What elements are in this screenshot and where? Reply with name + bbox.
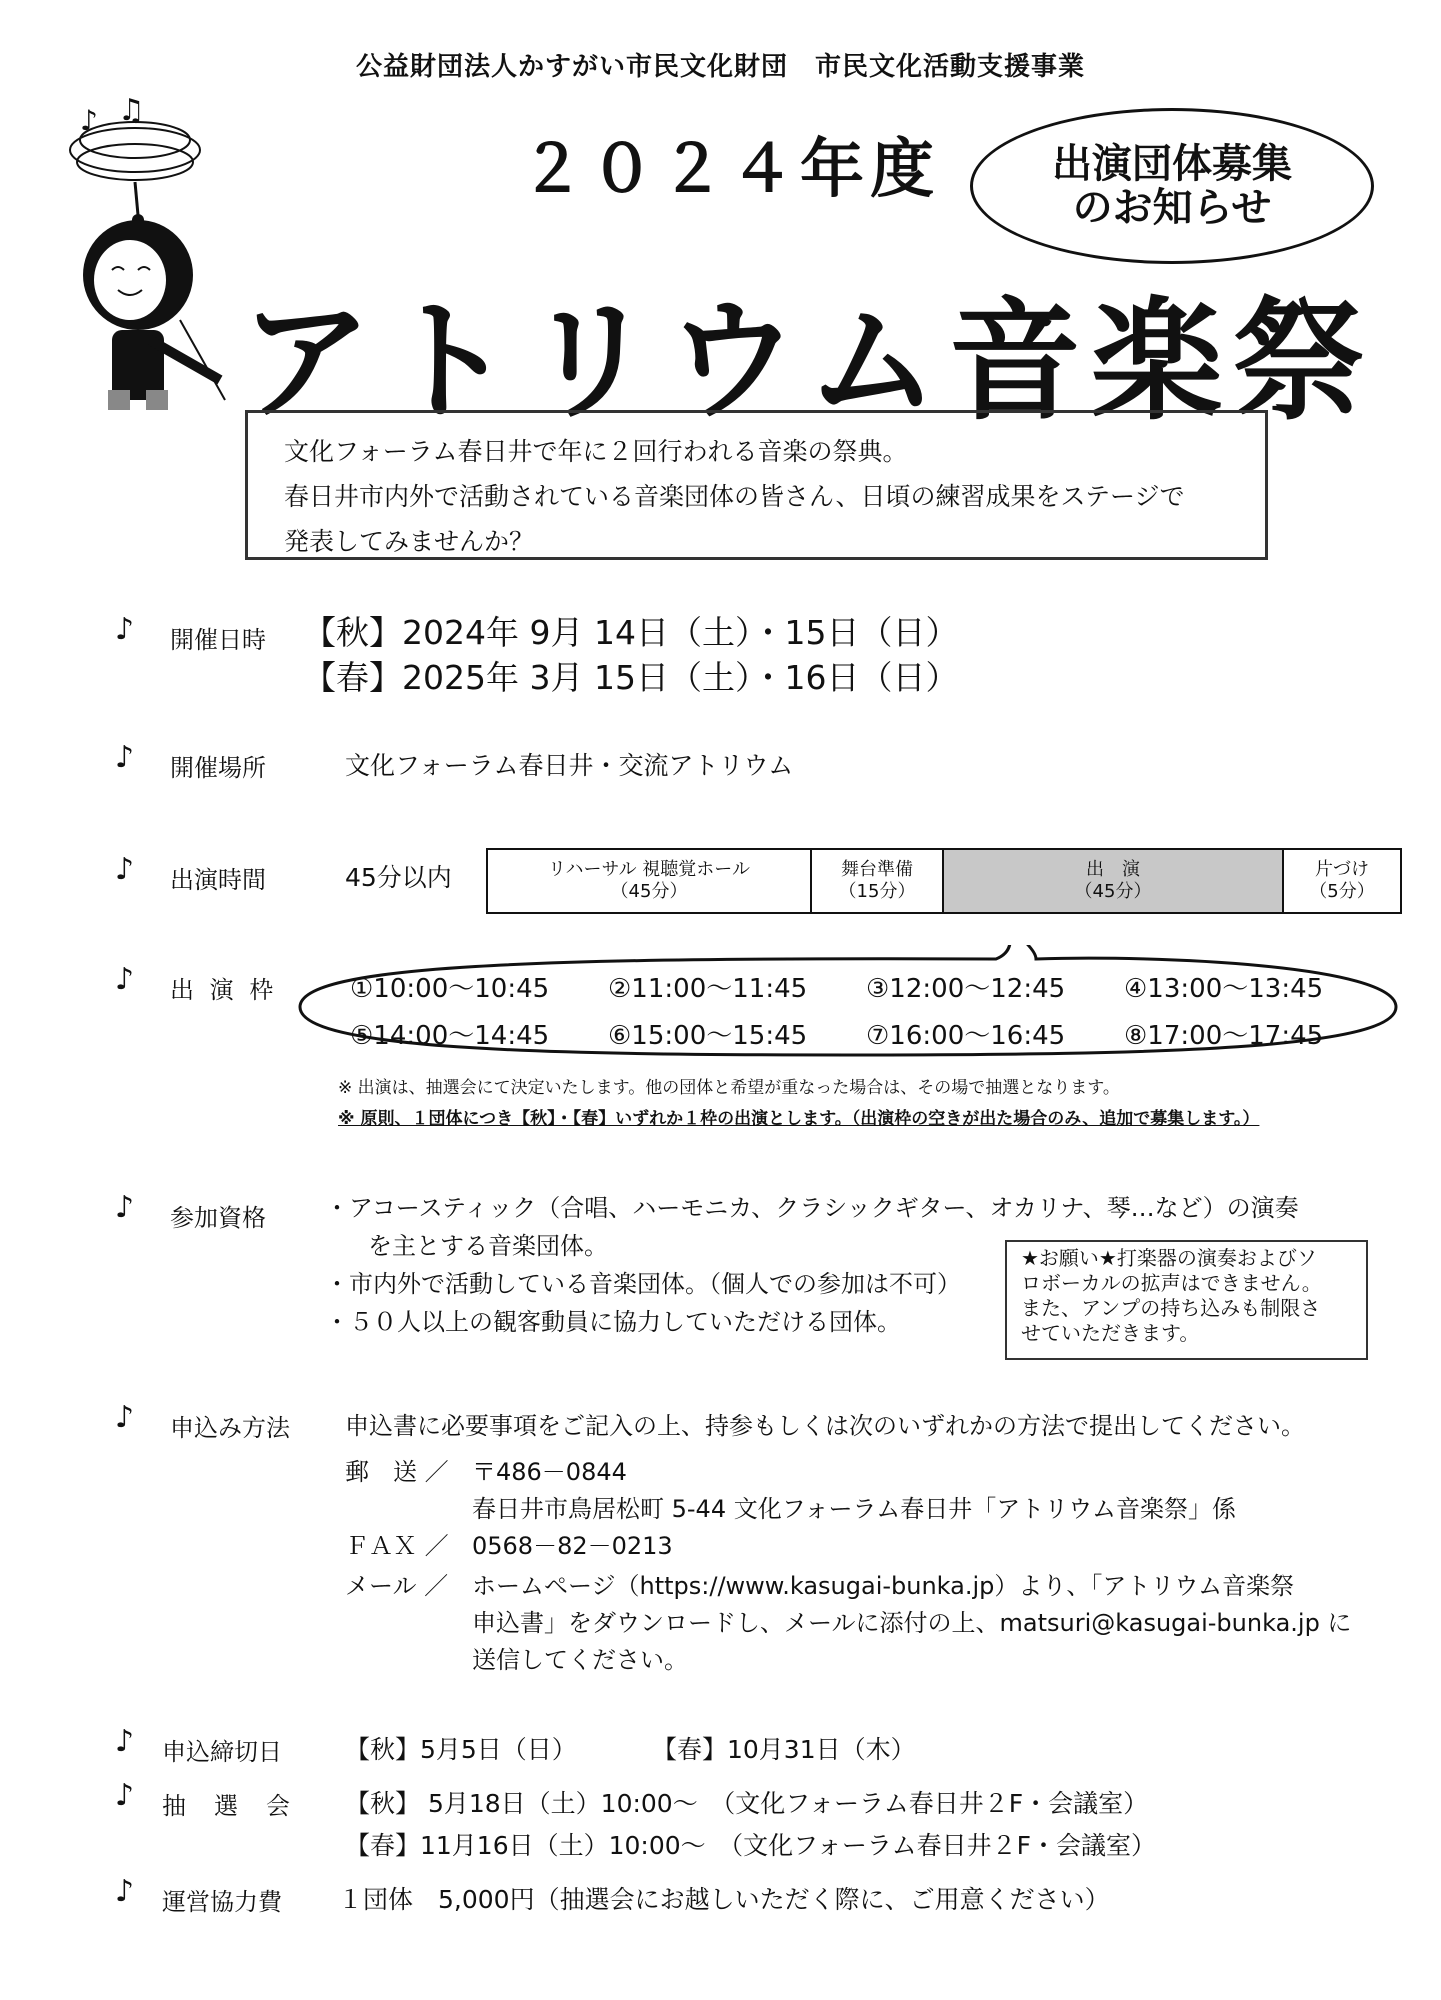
slots-label: 出 演 枠 bbox=[170, 976, 278, 1004]
music-note-icon: ♪ bbox=[115, 740, 135, 775]
slots-note-rule: ※ 原則、１団体につき【秋】・【春】いずれか１枠の出演とします。（出演枠の空きが出た場合のみ、追加で募集します。） bbox=[338, 1109, 1260, 1129]
eligibility-label: 参加資格 bbox=[170, 1204, 266, 1232]
music-note-icon: ♪ bbox=[115, 962, 135, 997]
music-note-icon: ♪ bbox=[115, 1190, 135, 1225]
recruit-badge-line2: のお知らせ bbox=[1072, 185, 1272, 231]
fiscal-year: ２０２４年度 bbox=[520, 133, 940, 207]
lottery-autumn: 【秋】 5月18日（土）10:00～ （文化フォーラム春日井２F・会議室） bbox=[345, 1789, 1149, 1818]
deadline-autumn: 【秋】5月5日（日） bbox=[345, 1735, 577, 1764]
fee-label: 運営協力費 bbox=[162, 1888, 282, 1916]
slot-item: ⑤14:00～14:45 bbox=[350, 1021, 550, 1051]
music-note-icon: ♪ bbox=[115, 1724, 135, 1759]
svg-text:♫: ♫ bbox=[118, 93, 145, 128]
event-title: アトリウム音楽祭 bbox=[240, 285, 1375, 439]
performance-time-value: 45分以内 bbox=[345, 863, 452, 892]
recruit-badge bbox=[970, 108, 1374, 264]
email-line: 送信してください。 bbox=[472, 1646, 688, 1674]
fee-value: １団体 5,000円（抽選会にお越しいただく際に、ご用意ください） bbox=[338, 1885, 1110, 1914]
request-notice-box: ★お願い★打楽器の演奏およびソ ロボーカルの拡声はできません。 また、アンプの持ち込みも制限さ せていただきます。 bbox=[1005, 1240, 1368, 1360]
fax-label: ＦＡＸ ／ bbox=[345, 1532, 449, 1560]
slot-item: ⑦16:00～16:45 bbox=[866, 1021, 1066, 1051]
dates-label: 開催日時 bbox=[170, 626, 266, 654]
fax-number: 0568－82－0213 bbox=[472, 1532, 673, 1560]
mail-label: 郵 送 ／ bbox=[345, 1458, 449, 1486]
email-line: 申込書」をダウンロードし、メールに添付の上、matsuri@kasugai-bunka.jp に bbox=[472, 1609, 1352, 1637]
music-note-icon: ♪ bbox=[115, 1778, 135, 1813]
eligibility-item: ・アコースティック（合唱、ハーモニカ、クラシックギター、オカリナ、琴…など）の演奏 bbox=[325, 1194, 1299, 1222]
schedule-table bbox=[486, 848, 1402, 914]
organizer-header: 公益財団法人かすがい市民文化財団 市民文化活動支援事業 bbox=[355, 52, 1085, 82]
performance-time-label: 出演時間 bbox=[170, 866, 266, 894]
email-label: メール ／ bbox=[345, 1572, 449, 1600]
dates-spring: 【春】2025年 3月 15日（土）・16日（日） bbox=[303, 658, 959, 697]
eligibility-item: ・５０人以上の観客動員に協力していただける団体。 bbox=[325, 1308, 901, 1336]
email-line: ホームページ（https://www.kasugai-bunka.jp）より、「アトリウム音楽祭 bbox=[472, 1572, 1295, 1600]
deadline-spring: 【春】10月31日（木） bbox=[652, 1735, 916, 1764]
schedule-stage-prep: 舞台準備 （15分） bbox=[812, 850, 944, 912]
slot-item: ②11:00～11:45 bbox=[608, 974, 808, 1004]
slot-item: ④13:00～13:45 bbox=[1124, 974, 1324, 1004]
slot-item: ③12:00～12:45 bbox=[866, 974, 1066, 1004]
recruit-badge-line1: 出演団体募集 bbox=[1052, 141, 1292, 187]
lottery-label: 抽 選 会 bbox=[162, 1792, 292, 1820]
dates-autumn: 【秋】2024年 9月 14日（土）・15日（日） bbox=[303, 613, 959, 652]
venue-label: 開催場所 bbox=[170, 754, 266, 782]
schedule-rehearsal: リハーサル 視聴覚ホール （45分） bbox=[488, 850, 812, 912]
intro-line: 文化フォーラム春日井で年に２回行われる音楽の祭典。 bbox=[284, 437, 908, 466]
schedule-cleanup: 片づけ （5分） bbox=[1309, 859, 1375, 902]
music-note-icon: ♪ bbox=[115, 852, 135, 887]
lottery-spring: 【春】11月16日（土）10:00～ （文化フォーラム春日井２F・会議室） bbox=[345, 1831, 1157, 1860]
slots-note: ※ 出演は、抽選会にて決定いたします。他の団体と希望が重なった場合は、その場で抽選となります。 bbox=[338, 1078, 1120, 1098]
deadline-label: 申込締切日 bbox=[162, 1738, 282, 1766]
slot-item: ⑥15:00～15:45 bbox=[608, 1021, 808, 1051]
eligibility-item: を主とする音楽団体。 bbox=[368, 1232, 608, 1260]
mail-zip: 〒486－0844 bbox=[472, 1458, 627, 1486]
mascot-violinist-illustration bbox=[50, 90, 250, 410]
music-note-icon: ♪ bbox=[115, 1874, 135, 1909]
application-label: 申込み方法 bbox=[170, 1414, 290, 1442]
slot-item: ⑧17:00～17:45 bbox=[1124, 1021, 1324, 1051]
slot-item: ①10:00～10:45 bbox=[350, 974, 550, 1004]
schedule-performance: 出 演 （45分） bbox=[944, 850, 1284, 912]
music-note-icon: ♪ bbox=[115, 1400, 135, 1435]
eligibility-item: ・市内外で活動している音楽団体。（個人での参加は不可） bbox=[325, 1270, 961, 1298]
svg-text:♪: ♪ bbox=[80, 104, 98, 137]
intro-line: 発表してみませんか？ bbox=[284, 527, 535, 556]
music-note-icon: ♪ bbox=[115, 612, 135, 647]
application-intro: 申込書に必要事項をご記入の上、持参もしくは次のいずれかの方法で提出してください。 bbox=[345, 1412, 1305, 1440]
venue-value: 文化フォーラム春日井・交流アトリウム bbox=[345, 751, 794, 780]
mail-address: 春日井市鳥居松町 5-44 文化フォーラム春日井「アトリウム音楽祭」係 bbox=[472, 1495, 1237, 1523]
intro-box bbox=[245, 410, 1268, 560]
intro-line: 春日井市内外で活動されている音楽団体の皆さん、日頃の練習成果をステージで bbox=[284, 482, 1185, 511]
